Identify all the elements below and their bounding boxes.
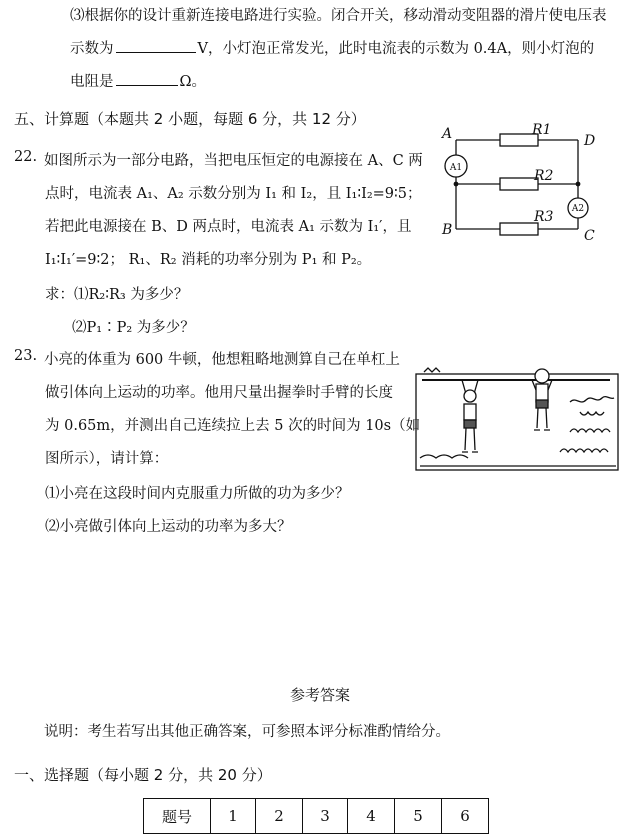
q22-line2: 点时，电流表 A₁、A₂ 示数分别为 I₁ 和 I₂，且 I₁∶I₂=9∶5； (45, 186, 422, 202)
q22-line4: I₁∶I₁′=9∶2； R₁、R₂ 消耗的功率分别为 P₁ 和 P₂。 (45, 252, 372, 268)
table-header-cell: 题号 (144, 799, 211, 834)
resistance-answer-blank[interactable] (116, 71, 178, 86)
label-r2: R2 (534, 168, 554, 184)
pullup-illustration (410, 362, 622, 474)
junction-dot (576, 182, 581, 187)
answer-table (143, 798, 489, 834)
q3-line2-prefix: 示数为 (70, 41, 114, 57)
table-row (144, 799, 489, 834)
q3-line3-suffix: Ω。 (179, 74, 207, 90)
answers-section1-title: 一、选择题（每小题 2 分，共 20 分） (14, 766, 272, 784)
label-a2: A2 (571, 204, 585, 214)
q23-line4: 图所示），请计算： (45, 451, 169, 467)
q3-line1: ⑶根据你的设计重新连接电路进行实验。闭合开关，移动滑动变阻器的滑片使电压表 (70, 8, 607, 24)
table-header-cell: 3 (303, 799, 348, 834)
q22-ask1: 求：⑴R₂∶R₃ 为多少？ (45, 287, 189, 303)
resistor-r2 (500, 178, 538, 190)
table-header-cell: 1 (211, 799, 256, 834)
q3-line3-prefix: 电阻是 (70, 74, 114, 90)
label-a1: A1 (449, 163, 463, 173)
label-a: A (442, 126, 453, 142)
label-c: C (584, 228, 595, 244)
junction-dot (454, 182, 459, 187)
q23-ask2: ⑵小亮做引体向上运动的功率为多大？ (45, 519, 292, 535)
table-header-cell: 4 (348, 799, 395, 834)
boy-pulled-up (532, 369, 552, 430)
q22-line1: 如图所示为一部分电路，当把电压恒定的电源接在 A、C 两 (44, 153, 423, 169)
q3-line3 (70, 70, 206, 91)
q23-line1: 小亮的体重为 600 牛顿，他想粗略地测算自己在单杠上 (44, 352, 400, 368)
resistor-r3 (500, 223, 538, 235)
answers-note: 说明：考生若写出其他正确答案，可参照本评分标准酌情给分。 (44, 724, 450, 740)
table-header-cell: 2 (256, 799, 303, 834)
q3-line2-suffix: V，小灯泡正常发光，此时电流表的示数为 0.4A，则小灯泡的 (197, 41, 595, 57)
voltage-answer-blank[interactable] (116, 38, 196, 53)
boy-hanging (462, 380, 478, 452)
label-r1: R1 (532, 122, 552, 138)
q3-line2 (70, 37, 594, 58)
q23-line3: 为 0.65m，并测出自己连续拉上去 5 次的时间为 10s（如 (45, 418, 421, 434)
q23-ask1: ⑴小亮在这段时间内克服重力所做的功为多少？ (45, 486, 350, 502)
label-r3: R3 (534, 209, 554, 225)
q22-number: 22. (14, 149, 38, 165)
circuit-diagram (438, 118, 608, 246)
q23-line2: 做引体向上运动的功率。他用尺量出握拳时手臂的长度 (45, 385, 393, 401)
q22-ask2: ⑵P₁∶P₂ 为多少？ (72, 320, 195, 336)
answers-title: 参考答案 (289, 686, 350, 704)
table-header-cell: 5 (395, 799, 442, 834)
q23-number: 23. (14, 348, 38, 364)
table-header-cell: 6 (442, 799, 489, 834)
q22-line3: 若把此电源接在 B、D 两点时，电流表 A₁ 示数为 I₁′，且 (45, 219, 412, 235)
label-d: D (584, 133, 596, 149)
section5-title: 五、计算题（本题共 2 小题，每题 6 分，共 12 分） (14, 110, 366, 128)
label-b: B (442, 222, 453, 238)
